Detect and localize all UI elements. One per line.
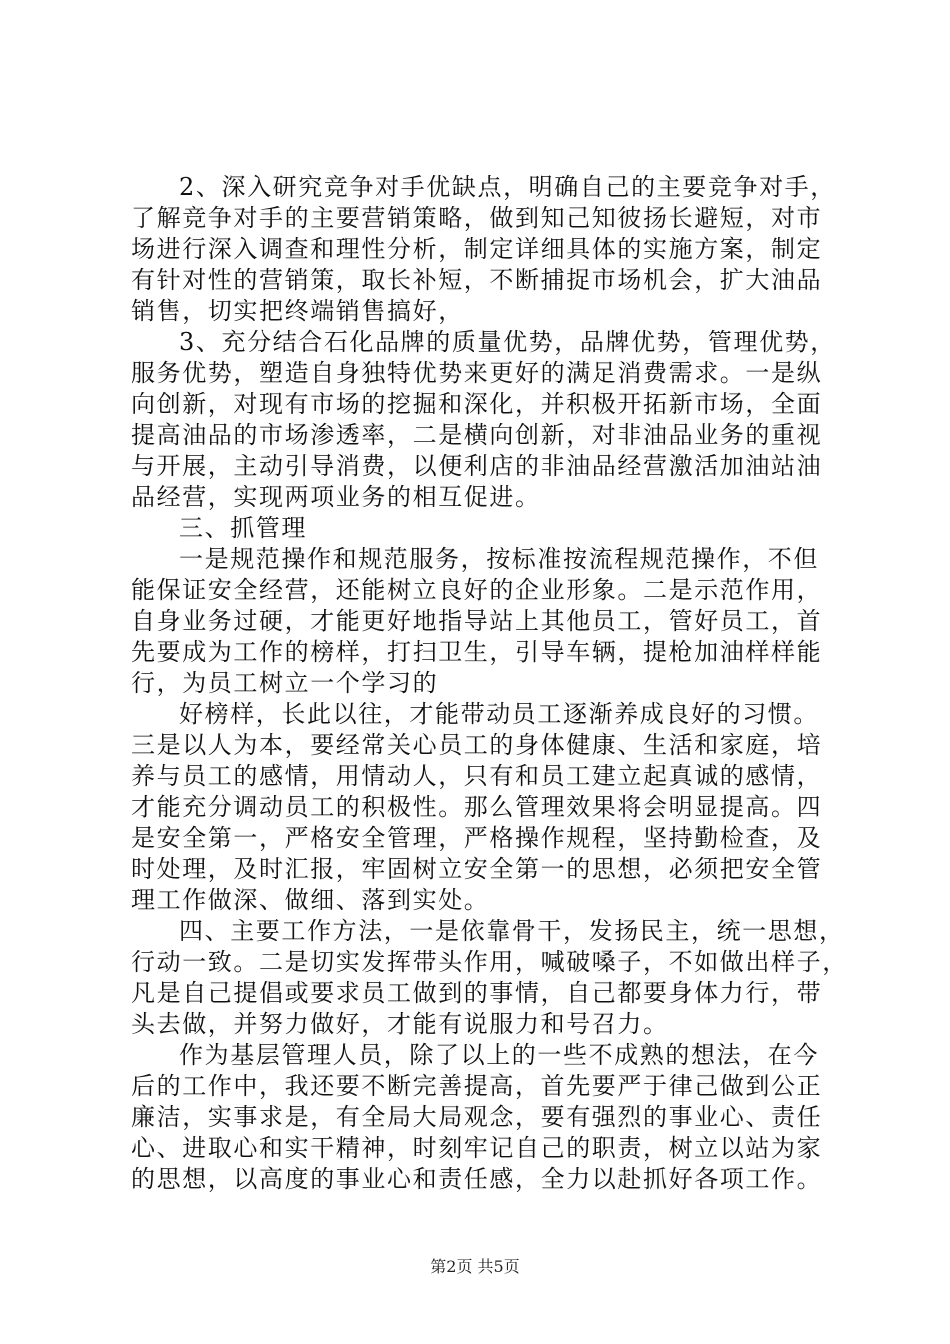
text-line: 廉洁，实事求是，有全局大局观念，要有强烈的事业心、责任 <box>131 1103 823 1131</box>
text-line: 理工作做深、做细、落到实处。 <box>131 886 490 914</box>
text-line: 养与员工的感情，用情动人，只有和员工建立起真诚的感情， <box>131 762 823 790</box>
text-line: 能保证安全经营，还能树立良好的企业形象。二是示范作用， <box>131 576 823 604</box>
text-line: 是安全第一，严格安全管理，严格操作规程，坚持勤检查，及 <box>131 824 823 852</box>
text-line: 三是以人为本，要经常关心员工的身体健康、生活和家庭，培 <box>131 731 823 759</box>
text-line: 了解竞争对手的主要营销策略，做到知己知彼扬长避短，对市 <box>131 204 823 232</box>
text-line: 一是规范操作和规范服务，按标准按流程规范操作，不但 <box>179 545 819 573</box>
text-line: 行，为员工树立一个学习的 <box>131 669 439 697</box>
text-line: 与开展，主动引导消费，以便利店的非油品经营激活加油站油 <box>131 452 823 480</box>
text-line: 先要成为工作的榜样，打扫卫生，引导车辆，提枪加油样样能 <box>131 638 823 666</box>
text-line: 时处理，及时汇报，牢固树立安全第一的思想，必须把安全管 <box>131 855 823 883</box>
text-line: 头去做，并努力做好，才能有说服力和号召力。 <box>131 1010 669 1038</box>
section-heading: 三、抓管理 <box>179 514 307 542</box>
text-line: 心、进取心和实干精神，时刻牢记自己的职责，树立以站为家 <box>131 1134 823 1162</box>
text-line: 2、深入研究竞争对手优缺点，明确自己的主要竞争对手， <box>179 173 836 201</box>
text-line: 销售，切实把终端销售搞好， <box>131 297 464 325</box>
text-line: 有针对性的营销策，取长补短，不断捕捉市场机会，扩大油品 <box>131 266 823 294</box>
document-body <box>131 172 848 1195</box>
text-line: 行动一致。二是切实发挥带头作用，喊破嗓子，不如做出样子， <box>131 948 848 976</box>
text-line: 3、充分结合石化品牌的质量优势，品牌优势，管理优势， <box>179 328 836 356</box>
text-line: 四、主要工作方法，一是依靠骨干，发扬民主，统一思想， <box>179 917 845 945</box>
text-line: 提高油品的市场渗透率，二是横向创新，对非油品业务的重视 <box>131 421 823 449</box>
text-line: 凡是自己提倡或要求员工做到的事情，自己都要身体力行，带 <box>131 979 823 1007</box>
text-line: 好榜样，长此以往，才能带动员工逐渐养成良好的习惯。 <box>179 700 819 728</box>
page-number-footer: 第2页 共5页 <box>430 1257 520 1276</box>
text-line: 场进行深入调查和理性分析，制定详细具体的实施方案，制定 <box>131 235 823 263</box>
text-line: 品经营，实现两项业务的相互促进。 <box>131 483 541 511</box>
text-line: 才能充分调动员工的积极性。那么管理效果将会明显提高。四 <box>131 793 823 821</box>
text-line: 自身业务过硬，才能更好地指导站上其他员工，管好员工，首 <box>131 607 823 635</box>
text-line: 服务优势，塑造自身独特优势来更好的满足消费需求。一是纵 <box>131 359 823 387</box>
text-line: 后的工作中，我还要不断完善提高，首先要严于律己做到公正 <box>131 1072 823 1100</box>
text-line: 作为基层管理人员，除了以上的一些不成熟的想法，在今 <box>179 1041 819 1069</box>
text-line: 向创新，对现有市场的挖掘和深化，并积极开拓新市场，全面 <box>131 390 823 418</box>
text-line: 的思想，以高度的事业心和责任感，全力以赴抓好各项工作。 <box>131 1165 823 1193</box>
